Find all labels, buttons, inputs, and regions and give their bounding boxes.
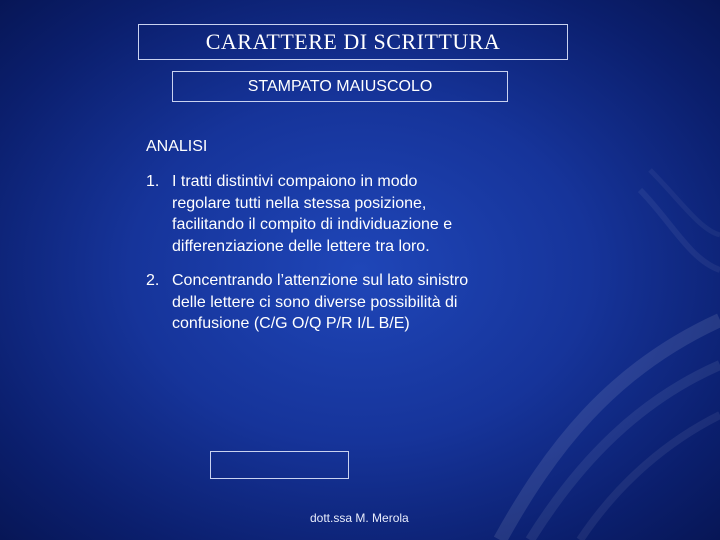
list-item [146,270,476,335]
analysis-list [146,171,476,348]
section-heading: ANALISI [146,138,208,155]
list-item-text: Concentrando l’attenzione sul lato sinistro delle lettere ci sono diverse possibilità di confusione (C/G O/Q P/R I/L B/E) [172,272,469,332]
slide-subtitle: STAMPATO MAIUSCOLO [172,71,508,102]
list-item-number: 2. [146,272,160,289]
slide-title: CARATTERE DI SCRITTURA [138,24,568,60]
list-item-text: I tratti distintivi compaiono in modo regolare tutti nella stessa posizione, facilitando il compito di individuazione e differenziazione delle lettere tra loro. [172,173,453,255]
footer-author: dott.ssa M. Merola [310,511,409,525]
decorative-swoosh [490,150,720,540]
list-item [146,171,476,257]
empty-text-box [210,451,349,479]
list-item-number: 1. [146,173,160,190]
